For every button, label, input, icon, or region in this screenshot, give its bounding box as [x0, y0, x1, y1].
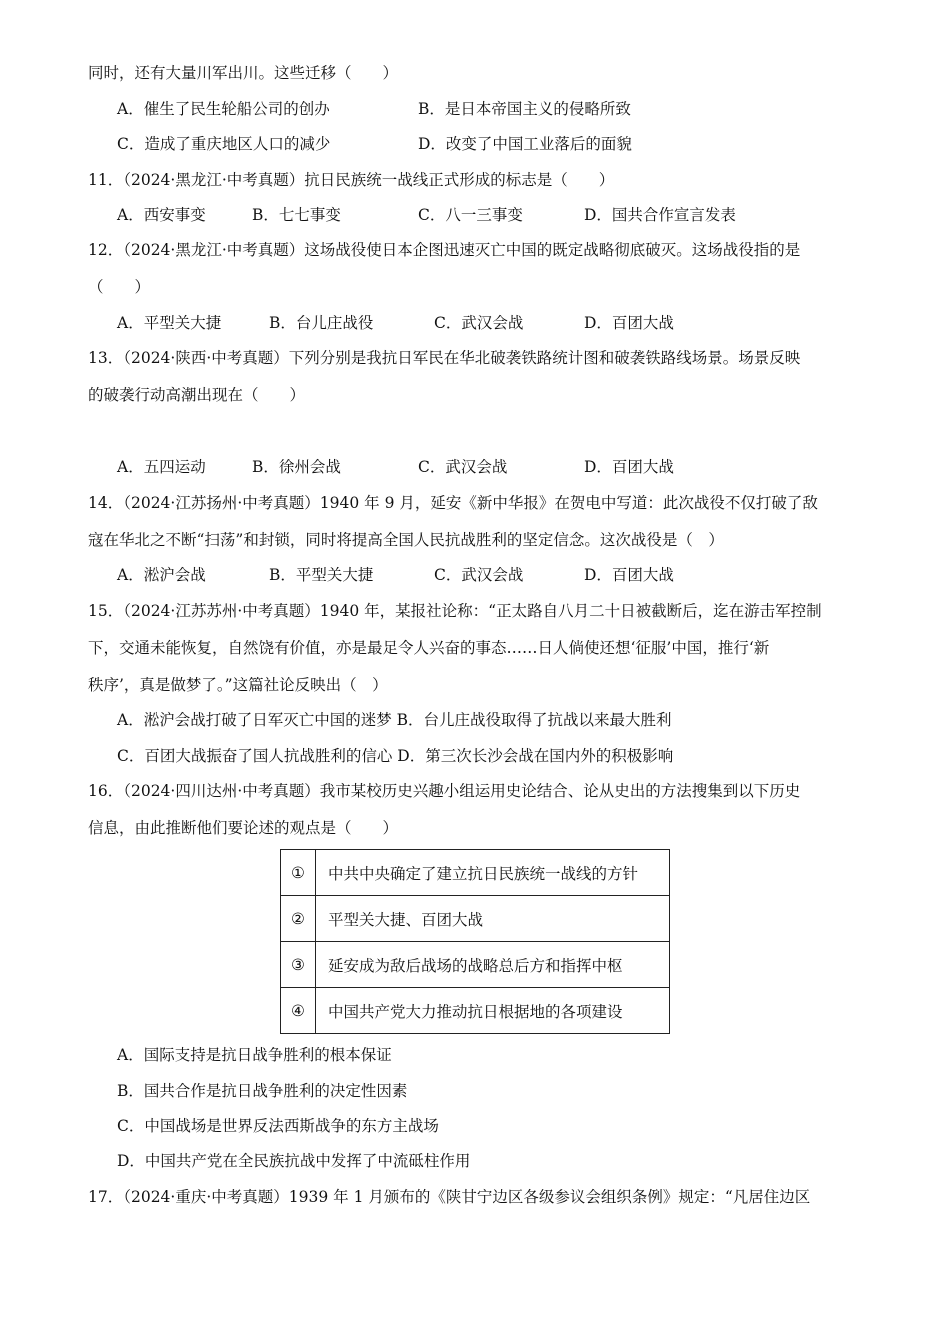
row-text: 延安成为敌后战场的战略总后方和指挥中枢	[316, 942, 670, 988]
table-row	[281, 850, 670, 896]
q15-stem: 15．（2024·江苏苏州·中考真题）1940 年，某报社论称：“正太路自八月二十日被截断后，迄在游击军控制	[88, 602, 822, 620]
q14-option-d: D．百团大战	[584, 566, 674, 584]
q13-stem: 13．（2024·陕西·中考真题）下列分别是我抗日军民在华北破袭铁路统计图和破袭铁路线场景。场景反映	[88, 349, 801, 367]
q15-stem-cont-1: 下，交通未能恢复，自然饶有价值，亦是最足令人兴奋的事态……日人倘使还想‘征服’中国，推行‘新	[88, 639, 770, 657]
q16-option-b: B．国共合作是抗日战争胜利的决定性因素	[117, 1082, 408, 1100]
q12-stem-cont: （ ）	[88, 278, 151, 296]
table-row	[281, 988, 670, 1034]
q13-option-a: A．五四运动	[117, 458, 206, 476]
row-text: 平型关大捷、百团大战	[316, 896, 670, 942]
q16-option-a: A．国际支持是抗日战争胜利的根本保证	[117, 1046, 392, 1064]
q13-option-c: C．武汉会战	[418, 458, 508, 476]
q12-option-b: B．台儿庄战役	[269, 314, 374, 332]
q10-option-b: B．是日本帝国主义的侵略所致	[418, 100, 631, 118]
q15-options-cd: C．百团大战振奋了国人抗战胜利的信心 D．第三次长沙会战在国内外的积极影响	[117, 747, 674, 765]
q16-stem-cont: 信息，由此推断他们要论述的观点是（ ）	[88, 819, 399, 837]
q11-stem: 11．（2024·黑龙江·中考真题）抗日民族统一战线正式形成的标志是（ ）	[88, 171, 615, 189]
table-row	[281, 896, 670, 942]
q11-option-c: C．八一三事变	[418, 206, 523, 224]
q14-stem-cont: 寇在华北之不断“扫荡”和封锁，同时将提高全国人民抗战胜利的坚定信念。这次战役是（ ）	[88, 531, 724, 549]
q10-option-c: C．造成了重庆地区人口的减少	[117, 135, 331, 153]
q17-stem: 17．（2024·重庆·中考真题）1939 年 1 月颁布的《陕甘宁边区各级参议会组织条例》规定：“凡居住边区	[88, 1188, 811, 1206]
q13-option-d: D．百团大战	[584, 458, 674, 476]
q13-stem-cont: 的破袭行动高潮出现在（ ）	[88, 386, 306, 404]
row-number: ①	[281, 850, 316, 896]
q15-stem-cont-2: 秩序’，真是做梦了。”这篇社论反映出（ ）	[88, 676, 388, 694]
q11-option-a: A．西安事变	[117, 206, 206, 224]
q11-option-d: D．国共合作宣言发表	[584, 206, 736, 224]
row-number: ②	[281, 896, 316, 942]
q14-option-a: A．淞沪会战	[117, 566, 206, 584]
q10-option-a: A．催生了民生轮船公司的创办	[117, 100, 330, 118]
q10-option-d: D．改变了中国工业落后的面貌	[418, 135, 632, 153]
q14-option-b: B．平型关大捷	[269, 566, 374, 584]
q12-option-d: D．百团大战	[584, 314, 674, 332]
q16-stem: 16．（2024·四川达州·中考真题）我市某校历史兴趣小组运用史论结合、论从史出的方法搜集到以下历史	[88, 782, 801, 800]
q11-option-b: B．七七事变	[252, 206, 341, 224]
q16-info-table	[280, 849, 670, 1034]
q14-option-c: C．武汉会战	[434, 566, 524, 584]
q12-stem: 12．（2024·黑龙江·中考真题）这场战役使日本企图迅速灭亡中国的既定战略彻底破灭。这场战役指的是	[88, 241, 801, 259]
q15-options-ab: A．淞沪会战打破了日军灭亡中国的迷梦 B．台儿庄战役取得了抗战以来最大胜利	[117, 711, 672, 729]
row-number: ④	[281, 988, 316, 1034]
q12-option-a: A．平型关大捷	[117, 314, 222, 332]
row-text: 中国共产党大力推动抗日根据地的各项建设	[316, 988, 670, 1034]
row-number: ③	[281, 942, 316, 988]
row-text: 中共中央确定了建立抗日民族统一战线的方针	[316, 850, 670, 896]
q14-stem: 14．（2024·江苏扬州·中考真题）1940 年 9 月，延安《新中华报》在贺电中写道：此次战役不仅打破了敌	[88, 494, 818, 512]
table-row	[281, 942, 670, 988]
q16-option-d: D．中国共产党在全民族抗战中发挥了中流砥柱作用	[117, 1152, 471, 1170]
q13-option-b: B．徐州会战	[252, 458, 341, 476]
q12-option-c: C．武汉会战	[434, 314, 524, 332]
q10-stem-tail: 同时，还有大量川军出川。这些迁移（ ）	[88, 64, 399, 82]
q16-option-c: C．中国战场是世界反法西斯战争的东方主战场	[117, 1117, 439, 1135]
